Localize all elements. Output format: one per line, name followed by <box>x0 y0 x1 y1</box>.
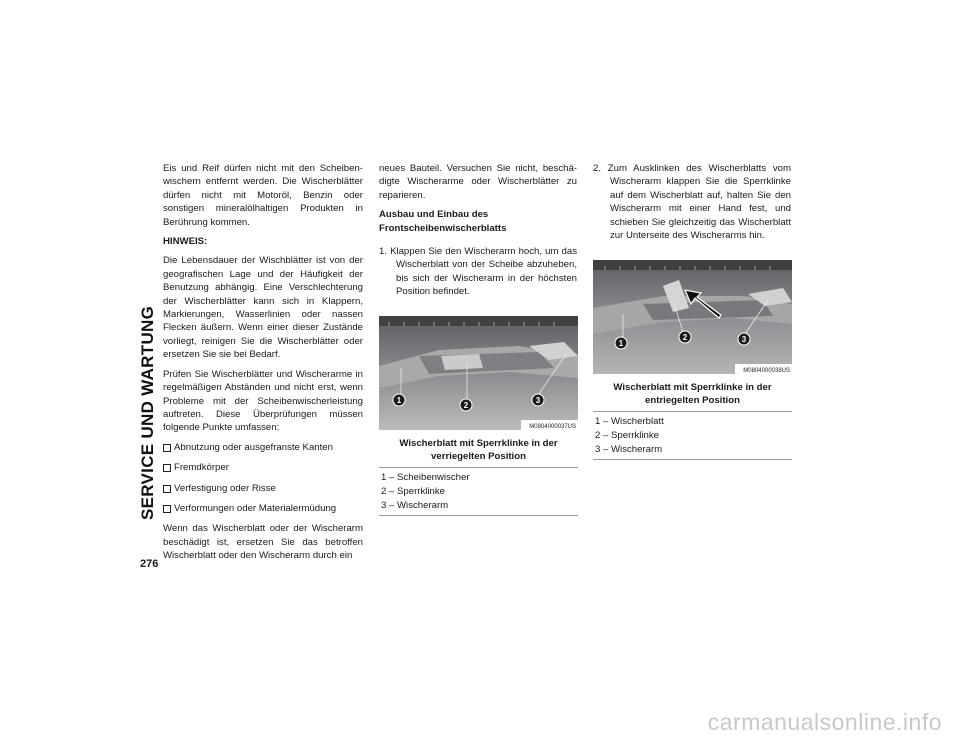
callout-3: 3 <box>741 335 747 344</box>
callout-3: 3 <box>535 396 541 405</box>
figure-legend <box>379 467 578 516</box>
column-2 <box>379 162 577 305</box>
checkbox-square-icon <box>163 444 171 452</box>
paragraph: neues Bauteil. Versuchen Sie nicht, beschädigte Wischerarme oder Wischerblätter zu reparieren. <box>379 163 577 201</box>
checkbox-square-icon <box>163 505 171 513</box>
heading-line: Frontscheibenwischerblatts <box>379 222 507 234</box>
wiper-unlocked-figure <box>593 260 792 374</box>
list-item <box>163 461 363 474</box>
bullet-list <box>163 441 363 516</box>
wiper-locked-figure <box>379 316 578 430</box>
section-heading <box>379 208 577 235</box>
legend-item: 1 – Wischerblatt <box>595 416 664 427</box>
figure-caption: Wischerblatt mit Sperrklinke in der entriegelten Position <box>613 382 772 406</box>
column-1 <box>163 162 363 569</box>
heading-line: Ausbau und Einbau des <box>379 209 489 221</box>
section-title: SERVICE UND WARTUNG <box>138 305 157 520</box>
legend-item: 1 – Scheibenwischer <box>381 472 470 483</box>
figure-legend <box>593 411 792 460</box>
list-item <box>163 502 363 515</box>
paragraph: Wenn das Wischerblatt oder der Wischerarm beschädigt ist, ersetzen Sie das betroffen Wischerblatt oder den Wischerarm durch ein <box>163 523 363 562</box>
legend-item: 3 – Wischerarm <box>595 444 663 455</box>
callout-2: 2 <box>682 333 688 342</box>
paragraph: Eis und Reif dürfen nicht mit den Scheibenwischern entfernt werden. Die Wischerblätter dürfen nicht mit Motoröl, Benzin oder sonstigen mineralölhaltigen Produkten in Berührung kommen. <box>163 163 363 228</box>
paragraph: Prüfen Sie Wischerblätter und Wischerarme in regelmäßigen Abständen und nicht erst, wenn Probleme mit der Scheibenwischerleistung auftreten. Diese Überprüfungen müssen folgende Punkte umfassen: <box>163 368 363 434</box>
list-item-text: Fremdkörper <box>174 462 229 474</box>
wiper-unlocked-illustration <box>593 260 792 374</box>
section-title-vertical <box>136 160 156 520</box>
legend-item: 2 – Sperrklinke <box>595 430 659 441</box>
instruction-step: 1. Klappen Sie den Wischerarm hoch, um das Wischerblatt von der Scheibe abzuheben, bis sich der Wischerarm in der höchsten Position befindet. <box>379 246 577 298</box>
callout-2: 2 <box>463 401 469 410</box>
legend-item: 2 – Sperrklinke <box>381 486 445 497</box>
legend-item: 3 – Wischerarm <box>381 500 449 511</box>
list-item <box>163 482 363 495</box>
column-3 <box>593 162 791 248</box>
hint-title: HINWEIS: <box>163 236 208 248</box>
callout-1: 1 <box>618 339 624 348</box>
callout-1: 1 <box>396 396 402 405</box>
instruction-step: 2. Zum Ausklinken des Wischerblatts vom Wischerarm klappen Sie die Sperrklinke auf dem Wischerblatt auf, halten Sie den Wischerarm mit einer Hand fest, und schieben Sie gleichzeitig das Wischerblatt zur Unterseite des Wischerarms hin. <box>593 163 791 242</box>
list-item-text: Abnutzung oder ausgefranste Kanten <box>174 441 333 453</box>
list-item <box>163 441 363 454</box>
page-number: 276 <box>140 558 159 570</box>
watermark: carmanualsonline.info <box>707 709 942 735</box>
figure-caption: Wischerblatt mit Sperrklinke in der verriegelten Position <box>399 438 558 462</box>
hint-text: Die Lebensdauer der Wischblätter ist von der geografischen Lage und der Häufigkeit der Benutzung abhängig. Eine Verschlechterung der Wischerblätter kann sich in Klappern, Markierungen, Wasserlinien oder nassen Flecken äußern. Wenn einer dieser Zustände vorliegt, reinigen Sie die Wischerblätter oder ersetzen Sie sie bei Bedarf. <box>163 255 363 361</box>
figure-code: M0804000038US <box>743 368 790 374</box>
list-item-text: Verformungen oder Materialermüdung <box>174 502 337 514</box>
list-item-text: Verfestigung oder Risse <box>174 482 276 494</box>
checkbox-square-icon <box>163 485 171 493</box>
figure-code: M0804000037US <box>529 424 576 430</box>
checkbox-square-icon <box>163 464 171 472</box>
wiper-locked-illustration <box>379 316 578 430</box>
